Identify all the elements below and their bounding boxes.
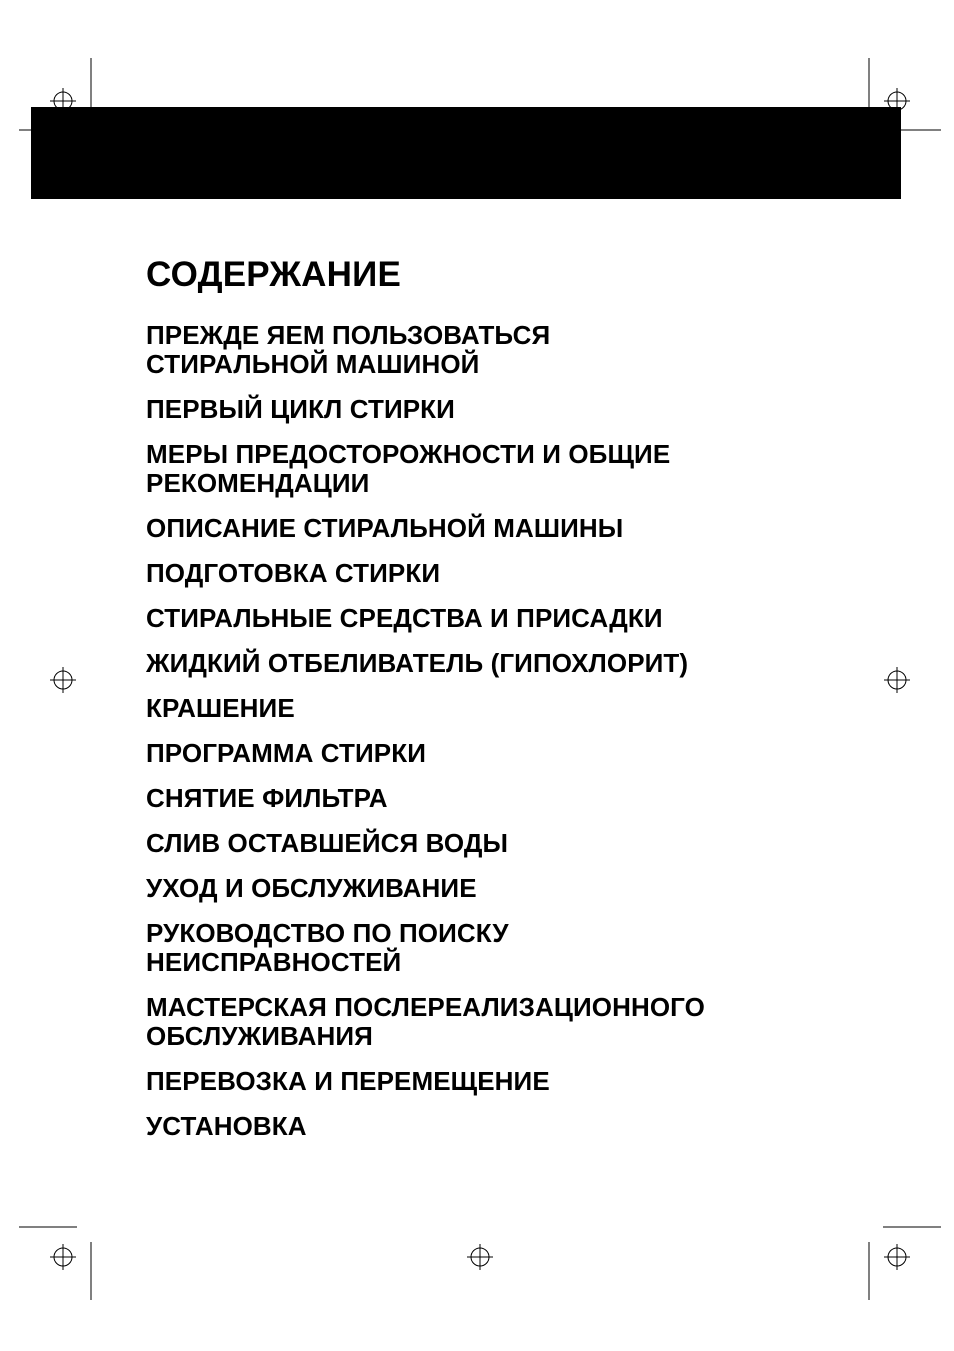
- page-title: СОДЕРЖАНИЕ: [146, 255, 402, 295]
- registration-crosshair-icon: [467, 1244, 493, 1270]
- header-band: [31, 107, 901, 199]
- toc-item: ПЕРВЫЙ ЦИКЛ СТИРКИ: [146, 394, 455, 424]
- toc-item: ПРОГРАММА СТИРКИ: [146, 738, 426, 768]
- toc-item: ЖИДКИЙ ОТБЕЛИВАТЕЛЬ (ГИПОХЛОРИТ): [146, 648, 689, 678]
- toc-item: УХОД И ОБСЛУЖИВАНИЕ: [146, 873, 477, 903]
- toc-item: СНЯТИЕ ФИЛЬТРА: [146, 783, 388, 813]
- toc-item: ПОДГОТОВКА СТИРКИ: [146, 558, 441, 588]
- registration-crosshair-icon: [884, 1244, 910, 1270]
- toc-item: РУКОВОДСТВО ПО ПОИСКУ НЕИСПРАВНОСТЕЙ: [146, 918, 509, 977]
- registration-crosshair-icon: [50, 667, 76, 693]
- toc-item: МЕРЫ ПРЕДОСТОРОЖНОСТИ И ОБЩИЕ РЕКОМЕНДАЦИИ: [146, 439, 671, 498]
- toc-item: ОПИСАНИЕ СТИРАЛЬНОЙ МАШИНЫ: [146, 513, 624, 543]
- toc-item: ПЕРЕВОЗКА И ПЕРЕМЕЩЕНИЕ: [146, 1066, 550, 1096]
- toc-item: УСТАНОВКА: [146, 1111, 307, 1141]
- toc-item: МАСТЕРСКАЯ ПОСЛЕРЕАЛИЗАЦИОННОГО ОБСЛУЖИВАНИЯ: [146, 992, 705, 1051]
- registration-crosshair-icon: [50, 1244, 76, 1270]
- table-of-contents: [146, 321, 826, 1157]
- registration-crosshair-icon: [884, 667, 910, 693]
- toc-item: ПРЕЖДЕ ЯЕМ ПОЛЬЗОВАТЬСЯ СТИРАЛЬНОЙ МАШИНОЙ: [146, 320, 551, 379]
- toc-item: КРАШЕНИЕ: [146, 693, 295, 723]
- toc-item: СЛИВ ОСТАВШЕЙСЯ ВОДЫ: [146, 828, 509, 858]
- toc-item: СТИРАЛЬНЫЕ СРЕДСТВА И ПРИСАДКИ: [146, 603, 663, 633]
